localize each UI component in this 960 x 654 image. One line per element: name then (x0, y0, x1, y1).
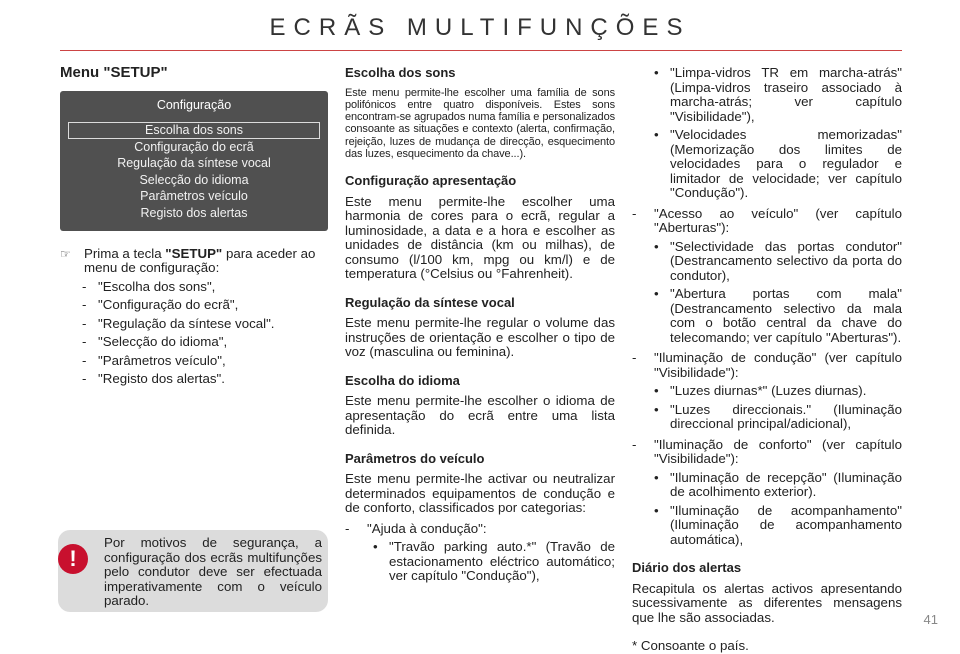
screen-title: Configuração (156, 97, 232, 112)
column-middle (345, 62, 615, 584)
list-item: • "Luzes direccionais." (Iluminação direccional principal/adicional), (654, 401, 902, 431)
instruction-suffix: para aceder ao menu de configuração: (84, 245, 316, 275)
list-item: • "Travão parking auto.*" (Travão de estacionamento eléctrico automático; ver capítulo "Condução"), (373, 539, 615, 584)
list-item: - "Iluminação de conforto" (ver capítulo "Visibilidade"): • "Iluminação de recepção" (Iluminação de acolhimento exterior). • "Iluminação de acompanhamento" (Iluminação de acompanhamento automática), (632, 436, 902, 547)
list-item: - "Selecção do idioma", (82, 334, 228, 349)
section-heading-sounds: Escolha dos sons (345, 65, 456, 80)
setup-menu-list (82, 280, 330, 387)
section-body-voice: Este menu permite-lhe regular o volume das instruções de orientação e escolher o tipo de voz (masculina ou feminina). (345, 315, 615, 360)
setup-screen-illustration (60, 91, 328, 231)
page-number: 41 (923, 612, 938, 627)
setup-key-label: "SETUP" (165, 245, 223, 261)
screen-item: Parâmetros veículo (140, 189, 248, 203)
list-item: - "Regulação da síntese vocal". (82, 315, 275, 331)
screen-item: Regulação da síntese vocal (117, 156, 271, 170)
instruction-text (84, 247, 330, 276)
section-heading-voice: Regulação da síntese vocal (345, 294, 515, 310)
section-body-display: Este menu permite-lhe escolher uma harmonia de cores para o ecrã, regular a luminosidade, a data e a hora e escolher as unidades de distância (km ou milhas), de consumo (l/100 km, mpg ou km/l) e de temperatura (°Celsius ou °Fahrenheit). (345, 193, 615, 282)
list-item: • "Luzes diurnas*" (Luzes diurnas). (654, 383, 867, 398)
page-title: ECRÃS MULTIFUNÇÕES (269, 14, 691, 41)
list-item: - "Acesso ao veículo" (ver capítulo "Aberturas"): • "Selectividade das portas condutor" (Destrancamento selectivo da porta do condutor), • "Abertura portas com mala" (Destrancamento selectivo da mala com o botão central da chave do telecomando; ver capítulo "Aberturas"). (632, 205, 902, 345)
list-item: • "Velocidades memorizadas" (Memorização dos limites de velocidades para o regulador e limitador de velocidade; ver capítulo "Condução"). (654, 127, 902, 200)
list-item: - "Ajuda à condução": • "Travão parking auto.*" (Travão de estacionamento eléctrico automático; ver capítulo "Condução"), (345, 520, 615, 584)
column-right (632, 62, 902, 654)
pointing-hand-icon: ☞ (60, 246, 71, 261)
list-item: • "Abertura portas com mala" (Destrancamento selectivo da mala com o botão central da chave do telecomando; ver capítulo "Aberturas"). (654, 286, 902, 345)
menu-setup-heading: Menu "SETUP" (60, 64, 168, 81)
section-body-alerts: Recapitula os alertas activos apresentando sucessivamente as diferentes mensagens que lhe são associadas. (632, 580, 902, 625)
screen-item: Configuração do ecrã (134, 139, 254, 154)
list-item: • "Limpa-vidros TR em marcha-atrás" (Limpa-vidros traseiro associado à marcha-atrás; ver capítulo "Visibilidade"), (654, 65, 902, 124)
list-item: - "Parâmetros veículo", (82, 352, 226, 368)
section-body-language: Este menu permite-lhe escolher o idioma de apresentação do ecrã entre uma lista definida. (345, 393, 615, 438)
section-heading-language: Escolha do idioma (345, 372, 460, 388)
instruction-prefix: Prima a tecla (84, 245, 166, 261)
screen-item: Registo dos alertas (140, 205, 248, 220)
screen-item-selected: Escolha dos sons (68, 122, 320, 139)
section-heading-display: Configuração apresentação (345, 173, 517, 189)
section-body-sounds: Este menu permite-lhe escolher uma família de sons polifónicos entre quatro disponíveis. Estes sons encontram-se agrupados numa família e personalizados consoante as situações e contexto (alerta, confirmação, rejeição, luzes de mudança de direcção, esquecimento das luzes, esquecimento da chave...). (345, 86, 615, 160)
list-item: - "Configuração do ecrã", (82, 297, 239, 312)
exclamation-icon: ! (58, 544, 88, 574)
safety-warning-box (58, 530, 328, 612)
screen-item: Selecção do idioma (139, 172, 249, 187)
list-item: • "Iluminação de recepção" (Iluminação de acolhimento exterior). (654, 469, 902, 499)
list-item: - "Escolha dos sons", (82, 278, 216, 294)
title-divider (60, 50, 902, 51)
list-item: - "Iluminação de condução" (ver capítulo "Visibilidade"): • "Luzes diurnas*" (Luzes diurnas). • "Luzes direccionais." (Iluminação direccional principal/adicional), (632, 350, 902, 431)
list-item: - "Registo dos alertas". (82, 371, 225, 386)
section-heading-vehicle: Parâmetros do veículo (345, 450, 485, 466)
safety-warning-text: Por motivos de segurança, a configuração dos ecrãs multifunções pelo condutor deve ser efectuada imperativamente com o veículo parado. (104, 535, 322, 608)
setup-instruction (60, 247, 330, 276)
list-item: • "Iluminação de acompanhamento" (Iluminação de acompanhamento automática), (654, 502, 902, 547)
driving-aid-label: "Ajuda à condução": (367, 520, 487, 536)
section-heading-alerts: Diário dos alertas (632, 560, 742, 575)
section-body-vehicle: Este menu permite-lhe activar ou neutralizar determinados equipamentos de condução e de conforto, classificados por categorias: (345, 471, 615, 516)
column-left (60, 62, 330, 387)
list-item: • "Selectividade das portas condutor" (Destrancamento selectivo da porta do condutor), (654, 238, 902, 283)
footnote: * Consoante o país. (632, 638, 749, 653)
